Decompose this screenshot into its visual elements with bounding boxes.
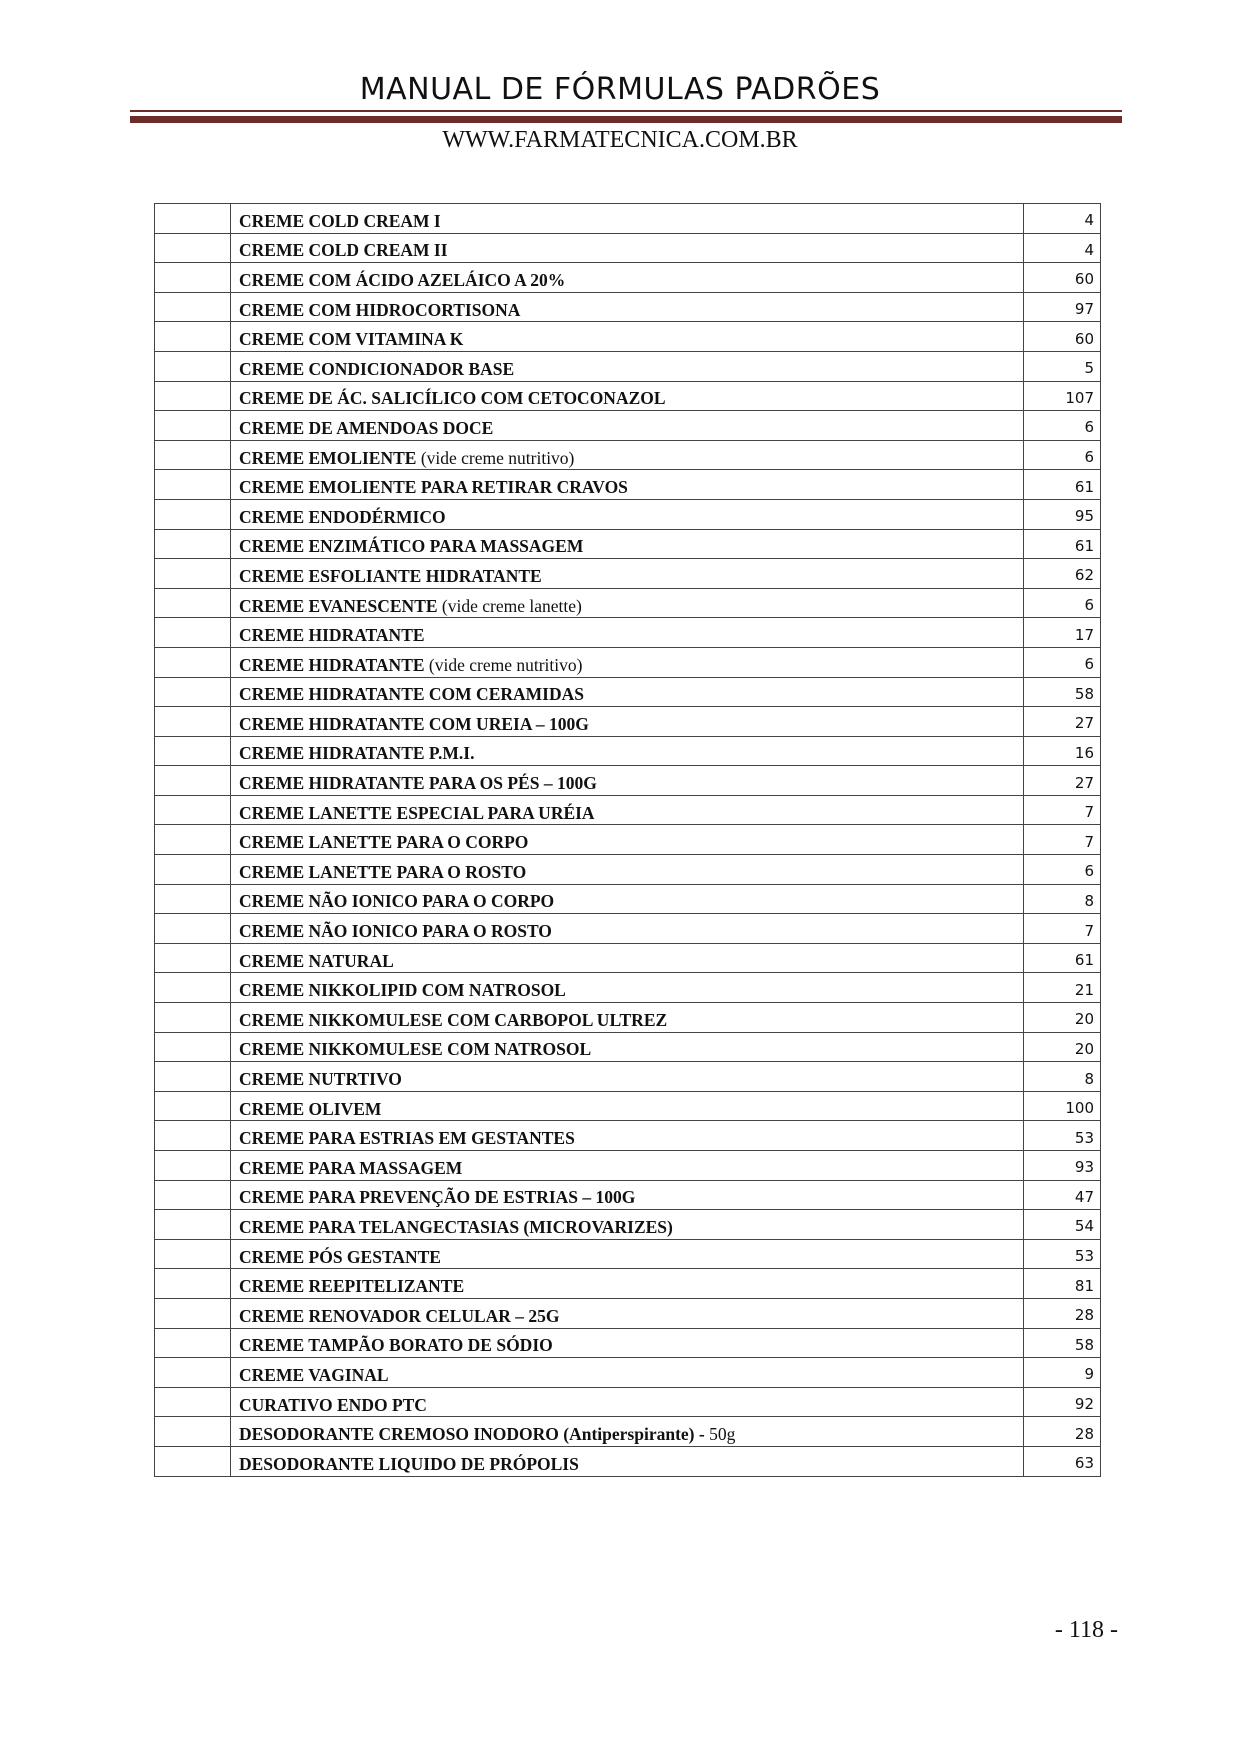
entry-title: CREME PARA PREVENÇÃO DE ESTRIAS – 100G bbox=[239, 1187, 636, 1208]
index-row bbox=[155, 1121, 1101, 1151]
index-row bbox=[155, 1387, 1101, 1417]
entry-title: CREME NÃO IONICO PARA O CORPO bbox=[239, 891, 555, 912]
index-entry-name bbox=[231, 1446, 1024, 1476]
index-entry-name bbox=[231, 204, 1024, 234]
index-row bbox=[155, 1151, 1101, 1181]
index-entry-name bbox=[231, 588, 1024, 618]
entry-title: CREME ENZIMÁTICO PARA MASSAGEM bbox=[239, 536, 584, 557]
index-entry-name bbox=[231, 499, 1024, 529]
index-blank-cell bbox=[155, 529, 231, 559]
index-table bbox=[154, 203, 1101, 1477]
index-entry-name bbox=[231, 351, 1024, 381]
index-row bbox=[155, 1269, 1101, 1299]
index-entry-page: 27 bbox=[1024, 707, 1101, 737]
entry-title: CREME LANETTE ESPECIAL PARA URÉIA bbox=[239, 802, 595, 823]
entry-title: CREME PARA MASSAGEM bbox=[239, 1157, 463, 1178]
index-entry-name bbox=[231, 677, 1024, 707]
document-title: MANUAL DE FÓRMULAS PADRÕES bbox=[359, 72, 881, 107]
index-blank-cell bbox=[155, 1121, 231, 1151]
index-entry-page: 6 bbox=[1024, 855, 1101, 885]
index-blank-cell bbox=[155, 825, 231, 855]
entry-title: CREME EVANESCENTE bbox=[239, 595, 438, 616]
entry-title: CREME TAMPÃO BORATO DE SÓDIO bbox=[239, 1335, 553, 1356]
index-entry-name bbox=[231, 855, 1024, 885]
index-row bbox=[155, 1328, 1101, 1358]
index-entry-page: 17 bbox=[1024, 618, 1101, 648]
index-blank-cell bbox=[155, 470, 231, 500]
index-entry-page: 54 bbox=[1024, 1210, 1101, 1240]
entry-title: CREME HIDRATANTE COM UREIA – 100G bbox=[239, 713, 589, 734]
index-row bbox=[155, 470, 1101, 500]
index-row bbox=[155, 588, 1101, 618]
index-row bbox=[155, 973, 1101, 1003]
index-blank-cell bbox=[155, 1151, 231, 1181]
index-entry-name bbox=[231, 529, 1024, 559]
index-blank-cell bbox=[155, 411, 231, 441]
entry-title: CREME PÓS GESTANTE bbox=[239, 1246, 441, 1267]
index-row bbox=[155, 1180, 1101, 1210]
index-row bbox=[155, 411, 1101, 441]
index-blank-cell bbox=[155, 647, 231, 677]
index-blank-cell bbox=[155, 1417, 231, 1447]
index-blank-cell bbox=[155, 943, 231, 973]
index-entry-page: 100 bbox=[1024, 1091, 1101, 1121]
index-entry-page: 7 bbox=[1024, 825, 1101, 855]
index-entry-name bbox=[231, 1003, 1024, 1033]
index-entry-name bbox=[231, 914, 1024, 944]
index-entry-name bbox=[231, 1210, 1024, 1240]
index-entry-page: 6 bbox=[1024, 411, 1101, 441]
index-blank-cell bbox=[155, 440, 231, 470]
index-entry-page: 28 bbox=[1024, 1417, 1101, 1447]
index-blank-cell bbox=[155, 204, 231, 234]
entry-title: CREME COLD CREAM I bbox=[239, 210, 441, 231]
entry-title: CREME NIKKOMULESE COM NATROSOL bbox=[239, 1039, 592, 1060]
index-entry-name bbox=[231, 1358, 1024, 1388]
entry-note: (vide creme lanette) bbox=[441, 595, 582, 616]
entry-title: CREME HIDRATANTE COM CERAMIDAS bbox=[239, 684, 584, 705]
index-entry-page: 6 bbox=[1024, 440, 1101, 470]
index-entry-page: 4 bbox=[1024, 204, 1101, 234]
index-entry-name bbox=[231, 943, 1024, 973]
index-blank-cell bbox=[155, 351, 231, 381]
entry-note: (vide creme nutritivo) bbox=[420, 447, 575, 468]
index-row bbox=[155, 943, 1101, 973]
entry-title: CREME RENOVADOR CELULAR – 25G bbox=[239, 1305, 560, 1326]
index-blank-cell bbox=[155, 1180, 231, 1210]
index-blank-cell bbox=[155, 1358, 231, 1388]
index-entry-name bbox=[231, 795, 1024, 825]
index-row bbox=[155, 825, 1101, 855]
index-row bbox=[155, 499, 1101, 529]
index-blank-cell bbox=[155, 1446, 231, 1476]
entry-title: CREME DE AMENDOAS DOCE bbox=[239, 417, 494, 438]
index-entry-page: 20 bbox=[1024, 1003, 1101, 1033]
index-entry-name bbox=[231, 1298, 1024, 1328]
index-entry-name bbox=[231, 1032, 1024, 1062]
index-entry-page: 58 bbox=[1024, 677, 1101, 707]
index-row bbox=[155, 381, 1101, 411]
index-blank-cell bbox=[155, 973, 231, 1003]
index-row bbox=[155, 795, 1101, 825]
index-entry-page: 53 bbox=[1024, 1121, 1101, 1151]
index-blank-cell bbox=[155, 559, 231, 589]
index-entry-page: 61 bbox=[1024, 943, 1101, 973]
index-entry-page: 58 bbox=[1024, 1328, 1101, 1358]
index-entry-page: 6 bbox=[1024, 647, 1101, 677]
index-row bbox=[155, 1239, 1101, 1269]
index-row bbox=[155, 707, 1101, 737]
index-blank-cell bbox=[155, 855, 231, 885]
index-entry-name bbox=[231, 381, 1024, 411]
index-blank-cell bbox=[155, 1003, 231, 1033]
index-entry-name bbox=[231, 263, 1024, 293]
index-entry-name bbox=[231, 559, 1024, 589]
index-blank-cell bbox=[155, 233, 231, 263]
entry-title: CREME HIDRATANTE P.M.I. bbox=[239, 743, 475, 764]
index-blank-cell bbox=[155, 322, 231, 352]
entry-title: CREME PARA TELANGECTASIAS (MICROVARIZES) bbox=[239, 1216, 673, 1237]
website-url: WWW.FARMATECNICA.COM.BR bbox=[442, 127, 798, 153]
index-blank-cell bbox=[155, 1387, 231, 1417]
index-row bbox=[155, 1003, 1101, 1033]
entry-title: CREME CONDICIONADOR BASE bbox=[239, 358, 515, 379]
index-row bbox=[155, 1417, 1101, 1447]
index-entry-page: 81 bbox=[1024, 1269, 1101, 1299]
entry-title: CREME HIDRATANTE bbox=[239, 625, 425, 646]
index-row bbox=[155, 1358, 1101, 1388]
index-entry-page: 8 bbox=[1024, 884, 1101, 914]
entry-title: CREME OLIVEM bbox=[239, 1098, 382, 1119]
index-blank-cell bbox=[155, 736, 231, 766]
entry-title: CREME PARA ESTRIAS EM GESTANTES bbox=[239, 1128, 575, 1149]
entry-title: DESODORANTE LIQUIDO DE PRÓPOLIS bbox=[239, 1453, 579, 1474]
index-blank-cell bbox=[155, 795, 231, 825]
index-entry-page: 63 bbox=[1024, 1446, 1101, 1476]
index-row bbox=[155, 292, 1101, 322]
index-row bbox=[155, 529, 1101, 559]
index-entry-name bbox=[231, 1062, 1024, 1092]
index-entry-name bbox=[231, 647, 1024, 677]
index-row bbox=[155, 766, 1101, 796]
index-entry-page: 9 bbox=[1024, 1358, 1101, 1388]
index-entry-page: 62 bbox=[1024, 559, 1101, 589]
index-blank-cell bbox=[155, 499, 231, 529]
index-entry-name bbox=[231, 973, 1024, 1003]
entry-title: CREME NIKKOLIPID COM NATROSOL bbox=[239, 980, 566, 1001]
entry-title: CREME COM ÁCIDO AZELÁICO A 20% bbox=[239, 269, 566, 290]
index-entry-name bbox=[231, 440, 1024, 470]
index-row bbox=[155, 1091, 1101, 1121]
index-blank-cell bbox=[155, 914, 231, 944]
entry-title: CREME NATURAL bbox=[239, 950, 394, 971]
index-entry-page: 4 bbox=[1024, 233, 1101, 263]
entry-title: CREME EMOLIENTE bbox=[239, 447, 417, 468]
index-blank-cell bbox=[155, 618, 231, 648]
entry-title: CREME COM HIDROCORTISONA bbox=[239, 299, 521, 320]
index-entry-name bbox=[231, 470, 1024, 500]
index-row bbox=[155, 204, 1101, 234]
index-entry-name bbox=[231, 411, 1024, 441]
header-rule-thick bbox=[130, 116, 1122, 123]
index-row bbox=[155, 1210, 1101, 1240]
index-entry-page: 92 bbox=[1024, 1387, 1101, 1417]
index-row bbox=[155, 618, 1101, 648]
index-entry-page: 8 bbox=[1024, 1062, 1101, 1092]
index-entry-page: 61 bbox=[1024, 470, 1101, 500]
index-entry-name bbox=[231, 1328, 1024, 1358]
entry-title: CREME LANETTE PARA O CORPO bbox=[239, 832, 529, 853]
entry-title: CREME LANETTE PARA O ROSTO bbox=[239, 861, 527, 882]
index-entry-name bbox=[231, 1091, 1024, 1121]
index-row bbox=[155, 233, 1101, 263]
index-entry-name bbox=[231, 736, 1024, 766]
index-blank-cell bbox=[155, 1328, 231, 1358]
page-number: - 118 - bbox=[1054, 1617, 1118, 1643]
index-blank-cell bbox=[155, 1091, 231, 1121]
index-entry-page: 21 bbox=[1024, 973, 1101, 1003]
index-table-body bbox=[155, 204, 1101, 1477]
index-blank-cell bbox=[155, 1298, 231, 1328]
entry-title: CREME REEPITELIZANTE bbox=[239, 1276, 465, 1297]
index-entry-page: 107 bbox=[1024, 381, 1101, 411]
index-blank-cell bbox=[155, 381, 231, 411]
index-entry-page: 7 bbox=[1024, 795, 1101, 825]
index-entry-name bbox=[231, 292, 1024, 322]
entry-title: CREME NIKKOMULESE COM CARBOPOL ULTREZ bbox=[239, 1009, 668, 1030]
index-entry-name bbox=[231, 707, 1024, 737]
index-row bbox=[155, 440, 1101, 470]
index-entry-name bbox=[231, 1417, 1024, 1447]
index-entry-page: 97 bbox=[1024, 292, 1101, 322]
index-blank-cell bbox=[155, 1062, 231, 1092]
index-entry-name bbox=[231, 233, 1024, 263]
entry-title: CREME VAGINAL bbox=[239, 1364, 389, 1385]
entry-title: CREME HIDRATANTE PARA OS PÉS – 100G bbox=[239, 773, 597, 794]
index-entry-name bbox=[231, 618, 1024, 648]
index-row bbox=[155, 351, 1101, 381]
index-entry-page: 28 bbox=[1024, 1298, 1101, 1328]
index-entry-name bbox=[231, 766, 1024, 796]
index-row bbox=[155, 263, 1101, 293]
index-blank-cell bbox=[155, 707, 231, 737]
entry-title: CREME NÃO IONICO PARA O ROSTO bbox=[239, 921, 552, 942]
index-entry-name bbox=[231, 322, 1024, 352]
index-row bbox=[155, 647, 1101, 677]
index-entry-page: 95 bbox=[1024, 499, 1101, 529]
index-entry-page: 5 bbox=[1024, 351, 1101, 381]
index-row bbox=[155, 884, 1101, 914]
index-entry-page: 61 bbox=[1024, 529, 1101, 559]
index-blank-cell bbox=[155, 677, 231, 707]
index-row bbox=[155, 677, 1101, 707]
index-entry-page: 27 bbox=[1024, 766, 1101, 796]
entry-title: CURATIVO ENDO PTC bbox=[239, 1394, 427, 1415]
index-blank-cell bbox=[155, 1239, 231, 1269]
index-entry-name bbox=[231, 825, 1024, 855]
index-row bbox=[155, 736, 1101, 766]
index-entry-page: 60 bbox=[1024, 263, 1101, 293]
index-entry-page: 47 bbox=[1024, 1180, 1101, 1210]
index-entry-page: 7 bbox=[1024, 914, 1101, 944]
entry-title: CREME NUTRTIVO bbox=[239, 1069, 402, 1090]
index-blank-cell bbox=[155, 1210, 231, 1240]
entry-title: CREME ESFOLIANTE HIDRATANTE bbox=[239, 565, 542, 586]
index-blank-cell bbox=[155, 263, 231, 293]
index-entry-page: 6 bbox=[1024, 588, 1101, 618]
entry-title: CREME COM VITAMINA K bbox=[239, 329, 464, 350]
index-blank-cell bbox=[155, 884, 231, 914]
index-row bbox=[155, 322, 1101, 352]
entry-title: CREME COLD CREAM II bbox=[239, 240, 448, 261]
index-blank-cell bbox=[155, 1032, 231, 1062]
index-blank-cell bbox=[155, 1269, 231, 1299]
index-entry-page: 60 bbox=[1024, 322, 1101, 352]
index-entry-name bbox=[231, 1180, 1024, 1210]
index-entry-page: 20 bbox=[1024, 1032, 1101, 1062]
index-entry-page: 16 bbox=[1024, 736, 1101, 766]
index-entry-page: 53 bbox=[1024, 1239, 1101, 1269]
index-row bbox=[155, 1032, 1101, 1062]
index-entry-name bbox=[231, 884, 1024, 914]
index-row bbox=[155, 559, 1101, 589]
index-row bbox=[155, 1446, 1101, 1476]
entry-title: CREME DE ÁC. SALICÍLICO COM CETOCONAZOL bbox=[239, 388, 666, 409]
index-entry-name bbox=[231, 1121, 1024, 1151]
entry-title: CREME HIDRATANTE bbox=[239, 654, 425, 675]
entry-title: DESODORANTE CREMOSO INODORO (Antiperspirante) - bbox=[239, 1424, 710, 1445]
index-entry-page: 93 bbox=[1024, 1151, 1101, 1181]
index-blank-cell bbox=[155, 588, 231, 618]
index-entry-name bbox=[231, 1239, 1024, 1269]
index-entry-name bbox=[231, 1387, 1024, 1417]
entry-title: CREME EMOLIENTE PARA RETIRAR CRAVOS bbox=[239, 477, 628, 498]
index-entry-name bbox=[231, 1269, 1024, 1299]
header-rule-thin bbox=[130, 110, 1122, 112]
index-blank-cell bbox=[155, 292, 231, 322]
index-entry-name bbox=[231, 1151, 1024, 1181]
index-row bbox=[155, 1298, 1101, 1328]
index-row bbox=[155, 914, 1101, 944]
index-blank-cell bbox=[155, 766, 231, 796]
index-row bbox=[155, 855, 1101, 885]
entry-note: 50g bbox=[709, 1424, 736, 1445]
entry-note: (vide creme nutritivo) bbox=[428, 654, 583, 675]
entry-title: CREME ENDODÉRMICO bbox=[239, 506, 446, 527]
index-row bbox=[155, 1062, 1101, 1092]
